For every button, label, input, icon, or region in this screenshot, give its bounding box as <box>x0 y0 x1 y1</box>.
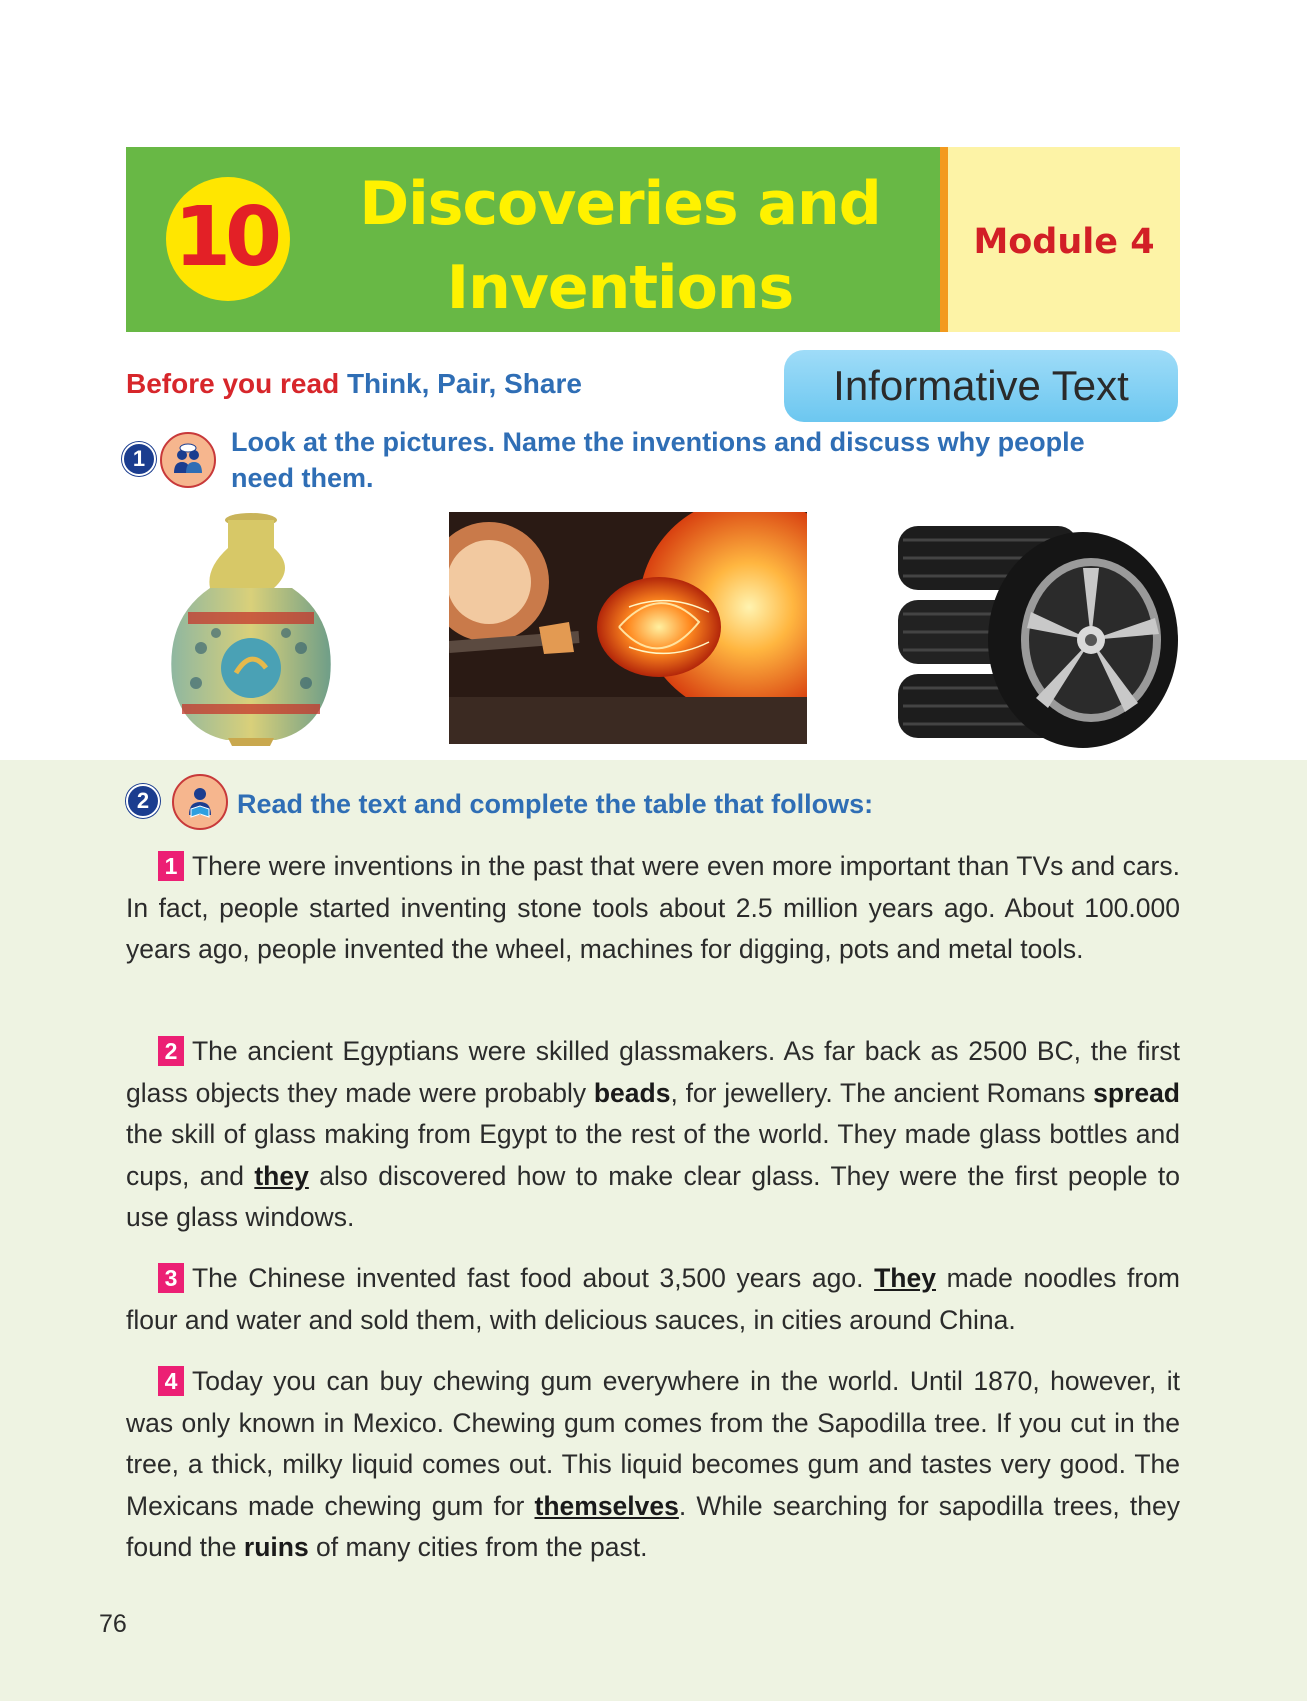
exercise-2-number: 2 <box>126 784 160 818</box>
chapter-title <box>330 162 910 330</box>
paragraph-3-text-2: made noodles from flour and water and sold them, with delicious sauces, in cities around China. <box>126 1263 1180 1335</box>
reference-they-chinese: They <box>874 1263 936 1293</box>
reference-they: they <box>254 1160 309 1191</box>
paragraph-2-text-4: also discovered how to make clear glass. They were the first people to use glass windows. <box>126 1160 1180 1232</box>
paragraph-number-3: 3 <box>158 1263 184 1293</box>
unit-number-badge <box>166 177 290 301</box>
chapter-title-line1: Discoveries and <box>359 169 881 239</box>
paragraph-1-text: There were inventions in the past that were even more important than TVs and cars. In fact, people started inventing stone tools about 2.5 million years ago. About 100.000 years ago, people invented the wheel, machines for digging, pots and metal tools. <box>126 851 1180 964</box>
reading-icon <box>172 774 228 830</box>
pair-discussion-icon <box>160 432 216 488</box>
paragraph-3 <box>126 1258 1180 1341</box>
exercise-1-instruction-line1: Look at the pictures. Name the inventions and discuss why people <box>231 427 1085 457</box>
paragraph-2-text-2: , for jewellery. The ancient Romans <box>670 1077 1094 1108</box>
paragraph-number-2: 2 <box>158 1036 184 1066</box>
exercise-1-instruction <box>231 424 1181 496</box>
paragraph-2 <box>126 1031 1180 1239</box>
before-read-label: Before you read <box>126 368 340 399</box>
paragraph-2-text-1: The ancient Egyptians were skilled glassmakers. As far back as 2500 BC, the first glass objects they made were probably <box>126 1036 1180 1108</box>
before-read-heading <box>126 368 582 400</box>
reference-themselves: themselves <box>534 1490 679 1521</box>
chapter-title-line2: Inventions <box>446 253 794 323</box>
vase-image <box>166 508 336 748</box>
module-label: Module 4 <box>973 222 1155 262</box>
vocab-ruins: ruins <box>243 1532 309 1562</box>
exercise-2-instruction: Read the text and complete the table that follows: <box>237 789 874 819</box>
unit-number: 10 <box>173 189 277 285</box>
page-number: 76 <box>99 1610 127 1638</box>
paragraph-number-4: 4 <box>158 1366 184 1396</box>
vocab-spread: spread <box>1093 1077 1180 1108</box>
exercise-1-number: 1 <box>122 442 156 476</box>
exercise-1-instruction-line2: need them. <box>231 463 374 493</box>
tyres-image <box>893 518 1183 750</box>
text-type-badge: Informative Text <box>784 350 1178 422</box>
paragraph-4-text-3: of many cities from the past. <box>308 1532 648 1562</box>
paragraph-4-text-1: Today you can buy chewing gum everywhere in the world. Until 1870, however, it was only known in Mexico. Chewing gum comes from the Sapodilla tree. If you cut in the tree, a thick, milky liquid comes out. This liquid becomes gum and tastes very good. The Mexicans made chewing gum for <box>126 1366 1180 1521</box>
paragraph-4 <box>126 1361 1180 1569</box>
paragraph-2-text-3: the skill of glass making from Egypt to the rest of the world. They made glass bottles and cups, and <box>126 1119 1180 1191</box>
banner-divider <box>940 147 948 332</box>
paragraph-1 <box>126 846 1180 971</box>
paragraph-3-text-1: The Chinese invented fast food about 3,500 years ago. <box>192 1263 875 1293</box>
activity-label: Think, Pair, Share <box>346 368 582 399</box>
paragraph-number-1: 1 <box>158 851 184 881</box>
paragraph-4-text-2: . While searching for sapodilla trees, they found the <box>126 1490 1180 1562</box>
vocab-beads: beads <box>593 1077 671 1108</box>
glass-blowing-image <box>449 512 807 744</box>
